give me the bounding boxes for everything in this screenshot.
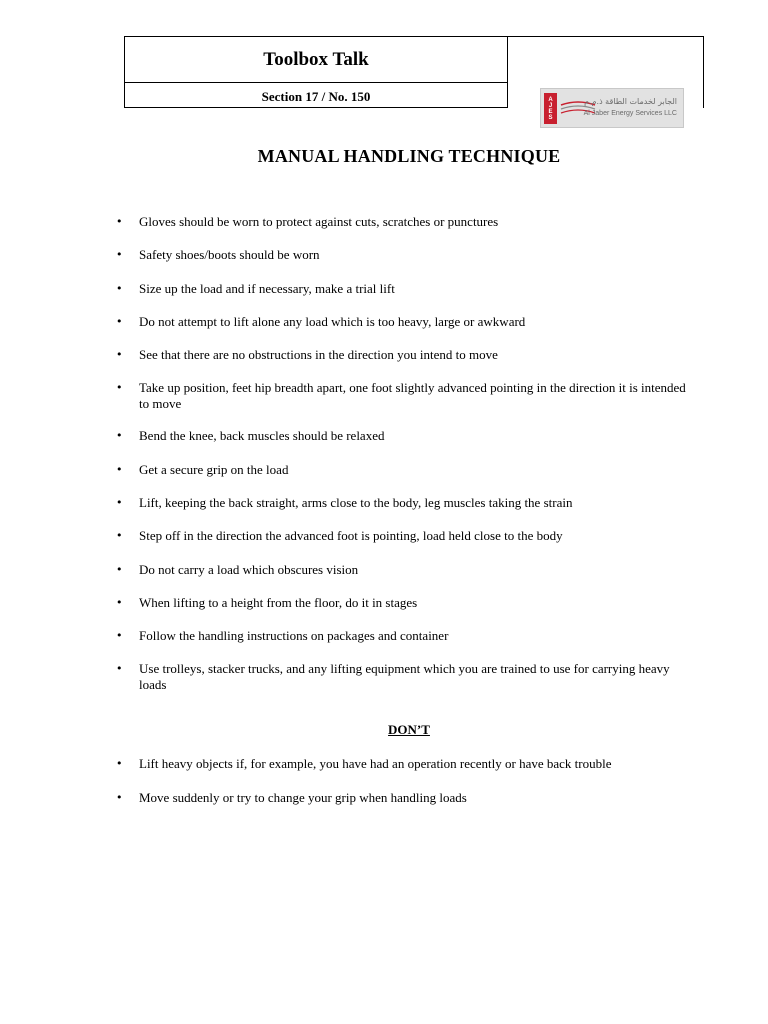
bullet-icon: • <box>116 248 123 261</box>
logo-mark-icon <box>544 93 557 124</box>
bullet-icon: • <box>116 429 123 442</box>
logo-mark-letter: A <box>548 96 553 103</box>
list-item-text: See that there are no obstructions in the direction you intend to move <box>139 347 498 362</box>
list-item-text: When lifting to a height from the floor, do it in stages <box>139 595 418 610</box>
header-title: Toolbox Talk <box>125 37 507 83</box>
logo-mark-letter: J <box>548 102 553 109</box>
header-right-border-edge <box>703 36 704 108</box>
bullet-icon: • <box>116 662 123 675</box>
bullet-icon: • <box>116 348 123 361</box>
bullet-icon: • <box>116 496 123 509</box>
bullet-icon: • <box>116 215 123 228</box>
list-item-text: Size up the load and if necessary, make a trial lift <box>139 281 395 296</box>
bullet-icon: • <box>116 791 123 804</box>
bullet-icon: • <box>116 463 123 476</box>
header-section-number: Section 17 / No. 150 <box>261 88 371 104</box>
header-table <box>124 36 508 108</box>
list-item-text: Safety shoes/boots should be worn <box>139 247 320 262</box>
bullet-icon: • <box>116 529 123 542</box>
list-item-text: Lift, keeping the back straight, arms close to the body, leg muscles taking the strain <box>139 495 573 510</box>
list-item-text: Get a secure grip on the load <box>139 462 289 477</box>
logo-english-name: Al Jaber Energy Services LLC <box>583 110 677 117</box>
dont-heading: DON’T <box>388 722 430 737</box>
company-logo <box>540 88 684 128</box>
logo-arabic-name: الجابر لخدمات الطاقة ذ.م.م <box>584 97 677 106</box>
list-item-text: Bend the knee, back muscles should be relaxed <box>139 428 385 443</box>
list-item-text: Gloves should be worn to protect against cuts, scratches or punctures <box>139 214 499 229</box>
bullet-icon: • <box>116 563 123 576</box>
document-title: MANUAL HANDLING TECHNIQUE <box>257 146 561 166</box>
list-item-text: Take up position, feet hip breadth apart, one foot slightly advanced pointing in the direction it is intended to move <box>139 380 686 411</box>
list-item-text: Do not attempt to lift alone any load which is too heavy, large or awkward <box>139 314 526 329</box>
bullet-icon: • <box>116 629 123 642</box>
list-item-text: Move suddenly or try to change your grip when handling loads <box>139 790 467 805</box>
bullet-icon: • <box>116 282 123 295</box>
bullet-icon: • <box>116 757 123 770</box>
logo-mark-letter: E <box>548 108 553 115</box>
list-item-text: Step off in the direction the advanced foot is pointing, load held close to the body <box>139 528 563 543</box>
logo-mark-letter: S <box>548 114 553 121</box>
header-right-border-top <box>507 36 704 37</box>
list-item-text: Lift heavy objects if, for example, you have had an operation recently or have back trouble <box>139 756 612 771</box>
list-item-text: Do not carry a load which obscures vision <box>139 562 359 577</box>
bullet-icon: • <box>116 596 123 609</box>
list-item-text: Use trolleys, stacker trucks, and any lifting equipment which you are trained to use for carrying heavy loads <box>139 661 670 692</box>
bullet-icon: • <box>116 315 123 328</box>
bullet-icon: • <box>116 381 123 394</box>
list-item-text: Follow the handling instructions on packages and container <box>139 628 449 643</box>
